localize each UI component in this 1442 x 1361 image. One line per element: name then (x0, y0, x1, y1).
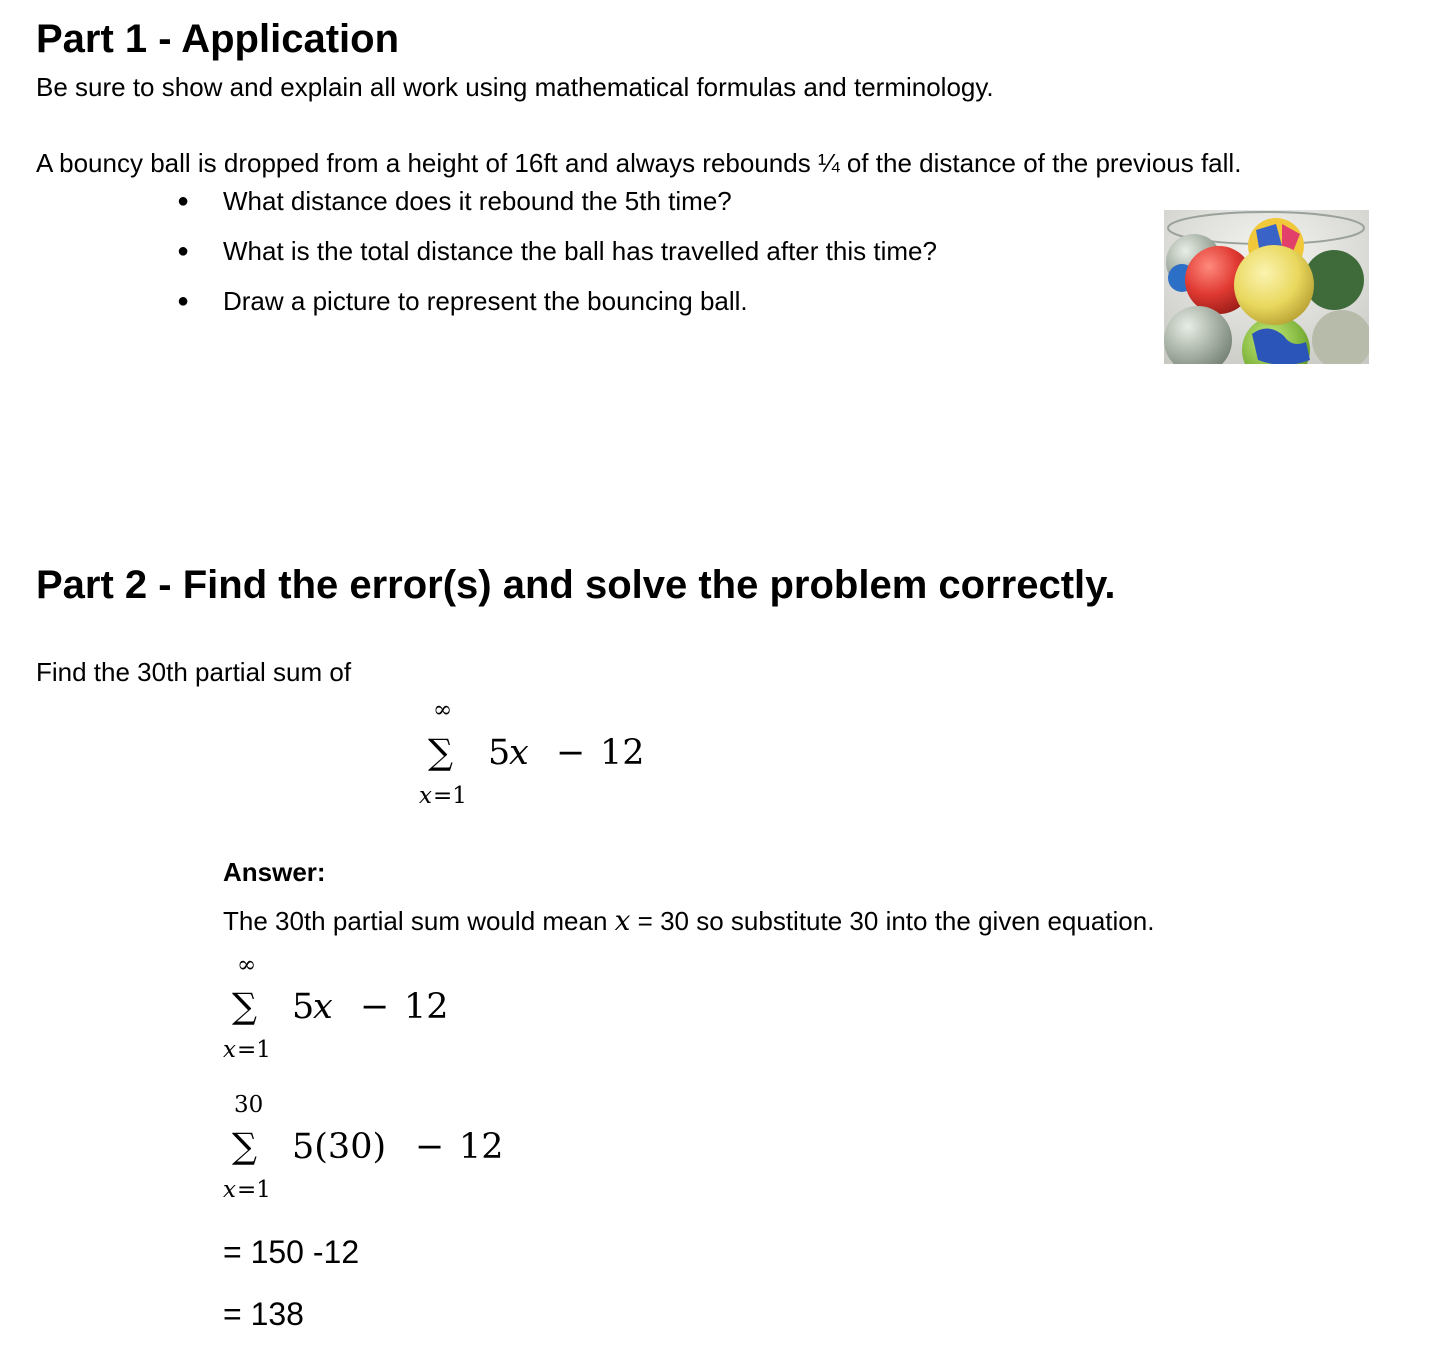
lower-limit-variable: x (223, 1037, 236, 1063)
part1-instruction: Be sure to show and explain all work using mathematical formulas and terminology. (36, 72, 994, 102)
lower-limit-value: =1 (237, 1037, 271, 1063)
constant: 12 (459, 1127, 504, 1167)
part2-title: Part 2 - Find the error(s) and solve the problem correctly. (36, 563, 1116, 607)
answer-explanation (223, 906, 1154, 936)
minus-sign: − (415, 1127, 445, 1167)
term-variable: x (313, 987, 333, 1027)
bullet-marker: ● (177, 290, 190, 312)
part1-problem: A bouncy ball is dropped from a height of 16ft and always rebounds ¼ of the distance of the previous fall. (36, 148, 1242, 178)
lower-limit-value: =1 (237, 1177, 271, 1203)
bullet-item-1: What distance does it rebound the 5th time? (223, 186, 732, 216)
bouncy-balls-photo (1164, 210, 1369, 364)
term-variable: x (509, 733, 529, 773)
result-line-1: = 150 -12 (223, 1234, 360, 1270)
answer-text-start: The 30th partial sum would mean (223, 906, 615, 936)
term-coefficient: 5 (292, 987, 315, 1027)
constant: 12 (600, 733, 645, 773)
upper-limit: ∞ (433, 697, 453, 723)
result-line-2: = 138 (223, 1296, 304, 1332)
bullet-marker: ● (177, 190, 190, 212)
term-coefficient: 5 (488, 733, 511, 773)
lower-limit-variable: x (223, 1177, 236, 1203)
minus-sign: − (360, 987, 390, 1027)
sigma-symbol: ∑ (428, 733, 453, 773)
yellow-ball (1234, 245, 1314, 325)
bullet-item-2: What is the total distance the ball has travelled after this time? (223, 236, 937, 266)
substituted-term: 5(30) (292, 1127, 387, 1167)
answer-variable: x (614, 904, 631, 937)
part2-prompt: Find the 30th partial sum of (36, 657, 352, 687)
minus-sign: − (556, 733, 586, 773)
upper-limit: 30 (234, 1092, 264, 1118)
lower-limit-value: =1 (433, 783, 467, 809)
bullet-marker: ● (177, 240, 190, 262)
sigma-symbol: ∑ (232, 987, 257, 1027)
bullet-item-3: Draw a picture to represent the bouncing ball. (223, 286, 748, 316)
upper-limit: ∞ (237, 952, 257, 978)
part1-title: Part 1 - Application (36, 17, 400, 61)
lower-limit-variable: x (419, 783, 432, 809)
sigma-symbol: ∑ (232, 1127, 257, 1167)
answer-text-end: = 30 so substitute 30 into the given equation. (630, 906, 1155, 936)
constant: 12 (404, 987, 449, 1027)
answer-label: Answer: (223, 857, 326, 887)
